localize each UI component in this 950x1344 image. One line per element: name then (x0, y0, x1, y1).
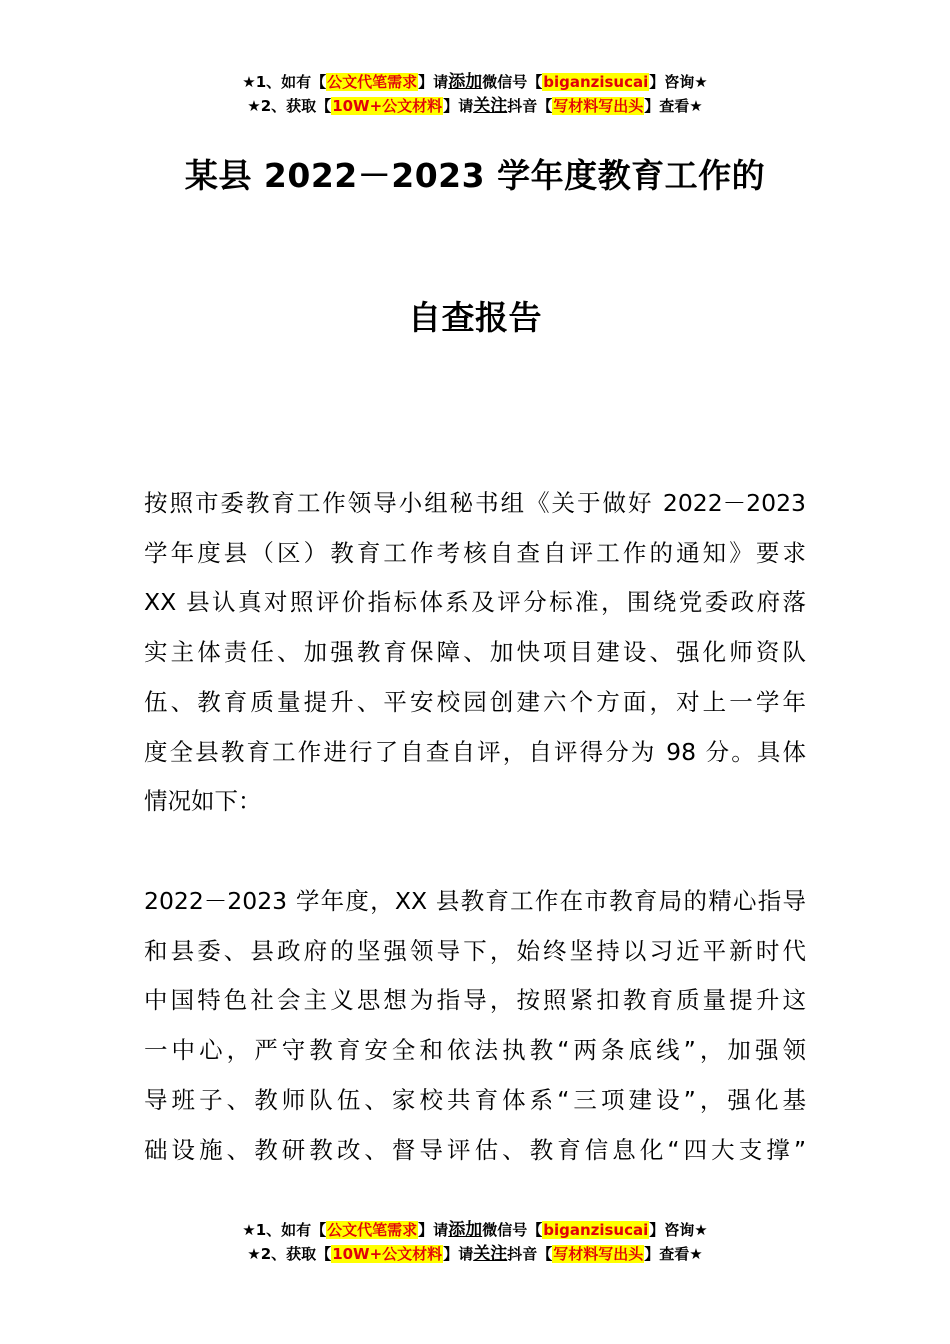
banner-text: 微信号【 (482, 1221, 543, 1239)
banner-text: 】请 (443, 1245, 474, 1263)
banner-text: 】请 (418, 73, 449, 91)
banner-text: ★2、获取【 (247, 1245, 332, 1263)
highlight-materials: 10W+公文材料 (332, 97, 443, 115)
banner-line-1 (0, 1218, 950, 1242)
document-title: 某县 2022－2023 学年度教育工作的 (184, 156, 766, 195)
banner-text: 抖音【 (507, 97, 553, 115)
highlight-douyin: 写材料写出头 (553, 97, 644, 115)
highlight-wechat-id: biganzisucai (543, 73, 649, 91)
highlight-service: 公文代笔需求 (327, 1221, 418, 1239)
paragraph-line: 度全县教育工作进行了自查自评，自评得分为 98 分。具体 (144, 737, 806, 766)
paragraph-line: 学年度县（区）教育工作考核自查自评工作的通知》要求 (144, 538, 806, 567)
banner-emphasis: 关注 (473, 96, 508, 116)
paragraph-line: 一中心，严守教育安全和依法执教“两条底线”，加强领 (144, 1036, 806, 1065)
highlight-materials: 10W+公文材料 (332, 1245, 443, 1263)
body-paragraph-2 (144, 877, 806, 1175)
paragraph-line: 按照市委教育工作领导小组秘书组《关于做好 2022－2023 (144, 489, 806, 517)
highlight-wechat-id: biganzisucai (543, 1221, 649, 1239)
banner-line-2 (0, 1242, 950, 1266)
banner-text: 】查看★ (644, 97, 703, 115)
footer-banner (0, 1218, 950, 1266)
banner-emphasis: 添加 (448, 72, 483, 92)
body-paragraph-1 (144, 479, 806, 827)
paragraph-line: 伍、教育质量提升、平安校园创建六个方面，对上一学年 (144, 687, 806, 716)
paragraph-line: 中国特色社会主义思想为指导，按照紧扣教育质量提升这 (144, 986, 806, 1015)
paragraph-line: 实主体责任、加强教育保障、加快项目建设、强化师资队 (144, 638, 806, 667)
header-banner (0, 70, 950, 118)
paragraph-line: 情况如下： (144, 787, 262, 816)
paragraph-line: 2022－2023 学年度，XX 县教育工作在市教育局的精心指导 (144, 887, 806, 915)
banner-text: ★2、获取【 (247, 97, 332, 115)
paragraph-line: 和县委、县政府的坚强领导下，始终坚持以习近平新时代 (144, 936, 806, 965)
banner-text: 微信号【 (482, 73, 543, 91)
paragraph-line: XX 县认真对照评价指标体系及评分标准，围绕党委政府落 (144, 588, 806, 617)
banner-text: ★1、如有【 (242, 1221, 327, 1239)
paragraph-line: 础设施、教研教改、督导评估、教育信息化“四大支撑” (144, 1135, 806, 1164)
banner-text: ★1、如有【 (242, 73, 327, 91)
banner-text: 】咨询★ (649, 73, 708, 91)
paragraph-line: 导班子、教师队伍、家校共育体系“三项建设”，强化基 (144, 1085, 806, 1114)
banner-line-2 (0, 94, 950, 118)
banner-emphasis: 关注 (473, 1244, 508, 1264)
banner-text: 抖音【 (507, 1245, 553, 1263)
banner-line-1 (0, 70, 950, 94)
banner-text: 】请 (443, 97, 474, 115)
highlight-service: 公文代笔需求 (327, 73, 418, 91)
banner-emphasis: 添加 (448, 1220, 483, 1240)
banner-text: 】查看★ (644, 1245, 703, 1263)
document-title-continued: 自查报告 (408, 298, 542, 337)
banner-text: 】请 (418, 1221, 449, 1239)
highlight-douyin: 写材料写出头 (553, 1245, 644, 1263)
banner-text: 】咨询★ (649, 1221, 708, 1239)
